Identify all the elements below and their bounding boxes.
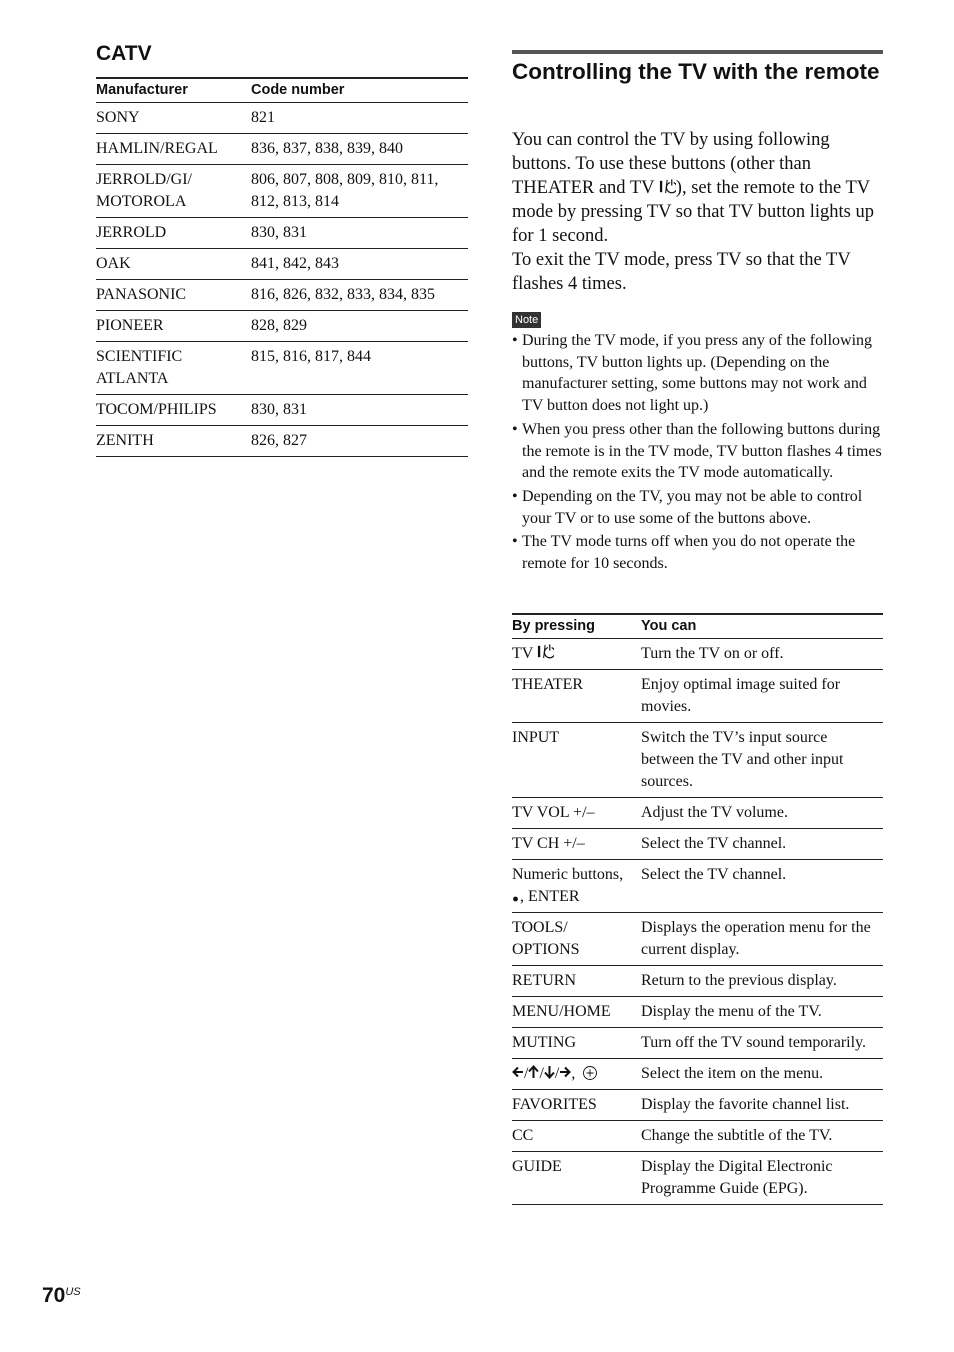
button-cell: CC	[512, 1121, 641, 1152]
code-cell: 841, 842, 843	[251, 249, 468, 280]
page-region-suffix: US	[65, 1286, 81, 1298]
dot-icon	[512, 892, 520, 902]
button-cell: TV VOL +/–	[512, 798, 641, 829]
manufacturer-cell: PIONEER	[96, 311, 251, 342]
page-number-value: 70	[42, 1284, 66, 1307]
button-cell: / / / ,	[512, 1059, 641, 1090]
code-cell: 821	[251, 103, 468, 134]
button-label: , ENTER	[520, 888, 580, 905]
column-header-code-number: Code number	[251, 78, 468, 103]
table-row	[96, 280, 468, 311]
manufacturer-cell: JERROLD/GI/ MOTOROLA	[96, 165, 251, 218]
table-row	[512, 860, 883, 913]
code-cell: 806, 807, 808, 809, 810, 811, 812, 813, 814	[251, 165, 468, 218]
table-row	[512, 670, 883, 723]
table-row	[512, 966, 883, 997]
manufacturer-cell: SONY	[96, 103, 251, 134]
table-row	[512, 1121, 883, 1152]
function-cell: Select the TV channel.	[641, 860, 883, 913]
table-row	[512, 723, 883, 798]
button-cell: TV CH +/–	[512, 829, 641, 860]
function-cell: Return to the previous display.	[641, 966, 883, 997]
arrow-left-icon	[512, 1065, 524, 1079]
catv-heading: CATV	[96, 42, 152, 65]
note-text: The TV mode turns off when you do not operate the remote for 10 seconds.	[522, 533, 856, 573]
arrow-down-icon	[544, 1065, 555, 1079]
intro-paragraph-2: To exit the TV mode, press TV so that the TV flashes 4 times.	[512, 250, 851, 294]
function-cell: Select the TV channel.	[641, 829, 883, 860]
function-cell: Turn off the TV sound temporarily.	[641, 1028, 883, 1059]
arrow-up-icon	[528, 1065, 539, 1079]
table-row	[96, 103, 468, 134]
button-cell	[512, 860, 641, 913]
catv-code-table	[96, 77, 468, 457]
manufacturer-cell: JERROLD	[96, 218, 251, 249]
table-row	[512, 997, 883, 1028]
button-cell: FAVORITES	[512, 1090, 641, 1121]
column-header-manufacturer: Manufacturer	[96, 78, 251, 103]
button-cell: INPUT	[512, 723, 641, 798]
code-cell: 828, 829	[251, 311, 468, 342]
list-item: • The TV mode turns off when you do not operate the remote for 10 seconds.	[512, 533, 856, 573]
note-text: Depending on the TV, you may not be able to control your TV or to use some of the buttons above.	[522, 487, 863, 527]
manufacturer-cell: OAK	[96, 249, 251, 280]
table-row	[512, 913, 883, 966]
function-cell: Enjoy optimal image suited for movies.	[641, 670, 883, 723]
manufacturer-cell: HAMLIN/REGAL	[96, 134, 251, 165]
table-row	[512, 1028, 883, 1059]
function-cell: Select the item on the menu.	[641, 1059, 883, 1090]
intro-paragraph-1	[512, 128, 884, 248]
list-item: • Depending on the TV, you may not be able to control your TV or to use some of the buttons above.	[512, 487, 863, 527]
note-text: During the TV mode, if you press any of the following buttons, TV button lights up. (Depending on the manufacturer setting, some buttons may not work and TV button does not light up.)	[522, 332, 873, 415]
function-cell: Display the Digital Electronic Programme Guide (EPG).	[641, 1152, 883, 1205]
table-row	[512, 1059, 883, 1090]
table-row	[96, 342, 468, 395]
table-header-row	[96, 78, 468, 103]
code-cell: 816, 826, 832, 833, 834, 835	[251, 280, 468, 311]
tv-function-table	[512, 613, 883, 1205]
table-row	[512, 829, 883, 860]
code-cell: 830, 831	[251, 218, 468, 249]
section-heading: Controlling the TV with the remote	[512, 59, 880, 84]
function-cell: Turn the TV on or off.	[641, 639, 883, 670]
power-toggle-icon	[659, 178, 676, 195]
note-text: When you press other than the following buttons during the remote is in the TV mode, TV button flashes 4 times and the remote exits the TV mode automatically.	[522, 420, 882, 482]
column-header-you-can: You can	[641, 614, 883, 639]
column-header-by-pressing: By pressing	[512, 614, 641, 639]
list-item: • When you press other than the following buttons during the remote is in the TV mode, TV button flashes 4 times and the remote exits the TV mode automatically.	[512, 420, 882, 482]
intro-text-part: You can control the TV by using following buttons. To use these buttons (other than THEATER and TV	[512, 130, 830, 198]
table-row	[96, 134, 468, 165]
table-row	[96, 165, 468, 218]
button-cell: GUIDE	[512, 1152, 641, 1205]
table-row	[512, 1090, 883, 1121]
manufacturer-cell: PANASONIC	[96, 280, 251, 311]
table-row	[512, 1152, 883, 1205]
function-cell: Adjust the TV volume.	[641, 798, 883, 829]
page-number	[42, 1284, 81, 1308]
button-cell: MENU/HOME	[512, 997, 641, 1028]
list-item: • During the TV mode, if you press any of the following buttons, TV button lights up. (Depending on the manufacturer setting, some buttons may not work and TV button does not light up.)	[512, 332, 873, 415]
manufacturer-cell: ZENITH	[96, 426, 251, 457]
function-cell: Switch the TV’s input source between the TV and other input sources.	[641, 723, 883, 798]
code-cell: 836, 837, 838, 839, 840	[251, 134, 468, 165]
table-row	[512, 798, 883, 829]
table-row	[96, 395, 468, 426]
code-cell: 826, 827	[251, 426, 468, 457]
button-cell: MUTING	[512, 1028, 641, 1059]
table-header-row	[512, 614, 883, 639]
power-toggle-icon	[537, 643, 554, 660]
intro-text-part: ), set the remote to the TV mode by pressing TV so that TV button lights up for 1 second.	[512, 178, 874, 246]
note-label: Note	[512, 312, 541, 328]
code-cell: 830, 831	[251, 395, 468, 426]
button-label: Numeric buttons,	[512, 866, 624, 883]
section-divider	[512, 50, 883, 54]
table-row	[96, 311, 468, 342]
code-cell: 815, 816, 817, 844	[251, 342, 468, 395]
table-row	[96, 426, 468, 457]
manufacturer-cell: TOCOM/PHILIPS	[96, 395, 251, 426]
button-cell	[512, 639, 641, 670]
table-row	[512, 639, 883, 670]
function-cell: Change the subtitle of the TV.	[641, 1121, 883, 1152]
button-cell: RETURN	[512, 966, 641, 997]
button-cell: THEATER	[512, 670, 641, 723]
manufacturer-cell: SCIENTIFIC ATLANTA	[96, 342, 251, 395]
function-cell: Display the favorite channel list.	[641, 1090, 883, 1121]
arrow-right-icon	[559, 1065, 571, 1079]
table-row	[96, 249, 468, 280]
function-cell: Display the menu of the TV.	[641, 997, 883, 1028]
button-label: TV	[512, 645, 538, 662]
button-cell: TOOLS/ OPTIONS	[512, 913, 641, 966]
enter-circle-plus-icon	[582, 1065, 598, 1081]
intro-text	[512, 128, 884, 296]
note-list	[512, 330, 884, 577]
table-row	[96, 218, 468, 249]
function-cell: Displays the operation menu for the current display.	[641, 913, 883, 966]
